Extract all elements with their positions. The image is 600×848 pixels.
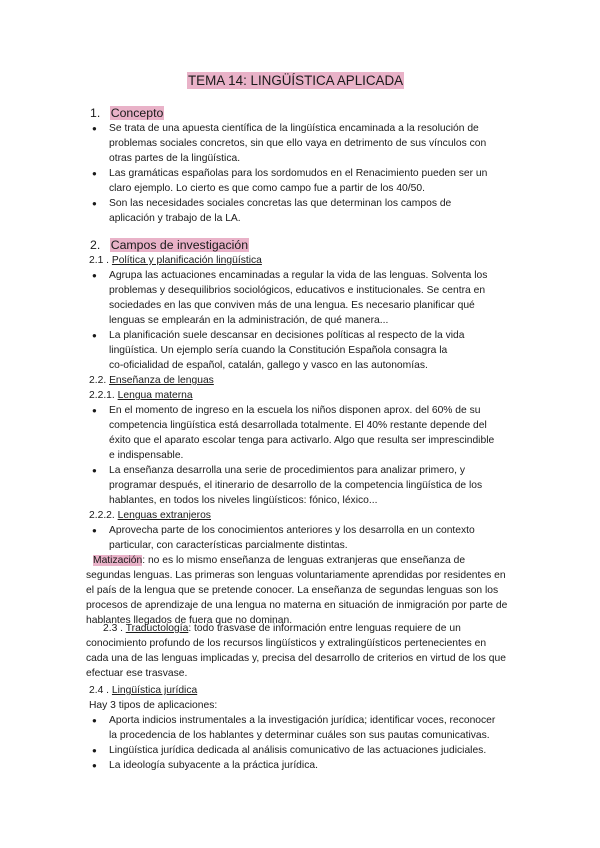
text-line: La ideología subyacente a la práctica jurídica.: [109, 760, 318, 771]
text-line: La planificación suele descansar en decisiones políticas al respecto de la vida: [109, 330, 465, 341]
text-line: La enseñanza desarrolla una serie de procedimientos para analizar primero, y: [109, 465, 466, 476]
bullet-icon: ●: [92, 761, 97, 770]
bullet-icon: ●: [92, 746, 97, 755]
subsection-2-2-2-heading: [89, 508, 211, 523]
subsection-number: 2.2.: [89, 375, 107, 386]
subsection-title: Enseñanza de lenguas: [109, 375, 214, 386]
text-line: Aprovecha parte de los conocimientos anteriores y los desarrolla en un contexto: [109, 525, 475, 536]
bullet-icon: ●: [92, 124, 97, 133]
subsection-text: : todo trasvase de información entre lenguas requiere de un: [188, 623, 461, 634]
subsection-number: 2.1 .: [89, 255, 110, 266]
text-line: problemas y desequilibrios sociológicos, educativos e institucionales. Se centra en: [109, 285, 486, 296]
bullet-icon: ●: [92, 466, 97, 475]
text-line: En el momento de ingreso en la escuela los niños disponen aprox. del 60% de su: [109, 405, 481, 416]
bullet-icon: ●: [92, 331, 97, 340]
text-line: la procedencia de los hablantes y determinar cuáles son sus pautas comunicativas.: [109, 730, 490, 741]
text-line: conocimiento profundo de los recursos lingüísticos y extralingüísticos pertenecientes en: [86, 638, 487, 649]
text-line: Aporta indicios instrumentales a la investigación jurídica; identificar voces, reconocer: [109, 715, 496, 726]
text-line: co-oficialidad de español, catalán, gallego y vasco en las autonomías.: [109, 360, 428, 371]
bullet-icon: ●: [92, 406, 97, 415]
bullet-icon: ●: [92, 169, 97, 178]
text-line: efectuar ese trasvase.: [86, 668, 188, 679]
text-line: aplicación y trabajo de la LA.: [109, 213, 241, 224]
subsection-2-2-1-heading: [89, 388, 193, 403]
text-line: competencia lingüística está desarrollada totalmente. El 40% restante depende del: [109, 420, 487, 431]
subsection-title: Traductología: [125, 623, 189, 634]
matizacion-first-line: [93, 553, 465, 568]
subsection-title: Lingüística jurídica: [111, 685, 198, 696]
section-2-number: 2.: [90, 238, 101, 252]
text-line: lingüística. Un ejemplo sería cuando la Constitución Española consagra la: [109, 345, 448, 356]
section-1-number: 1.: [90, 106, 101, 120]
text-line: Son las necesidades sociales concretas las que determinan los campos de: [109, 198, 452, 209]
subsection-number: 2.2.2.: [89, 510, 115, 521]
text-line: Se trata de una apuesta científica de la lingüística encaminada a la resolución de: [109, 123, 479, 134]
text-line: Lingüística jurídica dedicada al análisis comunicativo de las actuaciones judiciales.: [109, 745, 487, 756]
text-line: particular, con características parcialmente distintas.: [109, 540, 348, 551]
text-line: procesos de aprendizaje de una lengua no materna en situación de inmigración por parte de: [86, 600, 508, 611]
text-line: hablantes, en todos los niveles lingüísticos: fónico, léxico...: [109, 495, 378, 506]
text-line: programar después, el itinerario de desarrollo de la competencia lingüística de los: [109, 480, 483, 491]
section-1-heading: [90, 106, 164, 121]
text-line: claro ejemplo. Lo cierto es que como campo fue a partir de los 40/50.: [109, 183, 425, 194]
text-line: cada una de las lenguas implicadas y, precisa del desarrollo de criterios en virtud de los que: [86, 653, 506, 664]
text-line: Las gramáticas españolas para los sordomudos en el Renacimiento pueden ser un: [109, 168, 488, 179]
subsection-2-4-heading: [89, 683, 197, 698]
bullet-icon: ●: [92, 716, 97, 725]
subsection-2-2-heading: [89, 373, 214, 388]
page-title: TEMA 14: LINGÜÍSTICA APLICADA: [188, 73, 404, 88]
subsection-2-1-heading: [89, 253, 262, 268]
text-line: hablantes llegados de fuera que no dominan.: [86, 615, 293, 626]
section-2-title: Campos de investigación: [110, 238, 249, 252]
text-line: segundas lenguas. Las primeras son lenguas voluntariamente aprendidas por residentes en: [86, 570, 506, 581]
subsection-title: Lengua materna: [117, 390, 193, 401]
bullet-icon: ●: [92, 271, 97, 280]
section-1-title: Concepto: [110, 106, 164, 120]
text-line: Hay 3 tipos de aplicaciones:: [89, 700, 218, 711]
matizacion-label: Matización: [93, 555, 143, 566]
text-line: e indispensable.: [109, 450, 184, 461]
subsection-title: Lenguas extranjeros: [117, 510, 211, 521]
text-line: el país de la lengua que se pretende conocer. La enseñanza de segundas lenguas son los: [86, 585, 499, 596]
subsection-title: Política y planificación lingüística: [111, 255, 262, 266]
subsection-number: 2.4 .: [89, 685, 110, 696]
text-line: éxito que el aparato escolar tenga para activarlo. Algo que resulta ser imprescindible: [109, 435, 495, 446]
matizacion-text: : no es lo mismo enseñanza de lenguas extranjeras que enseñanza de: [142, 555, 466, 566]
subsection-number: 2.3 .: [103, 623, 124, 634]
text-line: sociedades en las que conviven más de una lengua. Es necesario planificar qué: [109, 300, 475, 311]
text-line: lenguas se emplearán en la administración, de qué manera...: [109, 315, 389, 326]
text-line: Agrupa las actuaciones encaminadas a regular la vida de las lenguas. Solventa los: [109, 270, 488, 281]
bullet-icon: ●: [92, 199, 97, 208]
subsection-2-3-heading: [103, 621, 461, 636]
subsection-number: 2.2.1.: [89, 390, 115, 401]
text-line: otras partes de la lingüística.: [109, 153, 241, 164]
section-2-heading: [90, 238, 249, 253]
text-line: problemas sociales concretos, sin que ello vaya en detrimento de sus vínculos con: [109, 138, 487, 149]
bullet-icon: ●: [92, 526, 97, 535]
